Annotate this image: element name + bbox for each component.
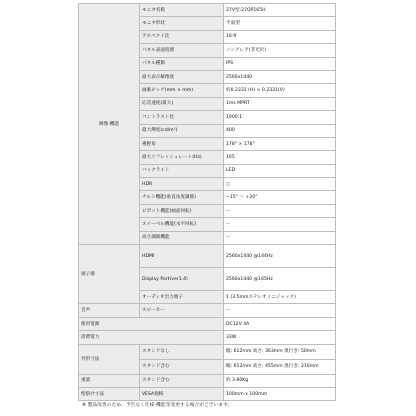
spec-label: オーディオ出力端子 [140,291,224,304]
category-weight: 重量 [79,374,140,387]
spec-table-body [79,4,336,401]
spec-label: コントラスト比 [140,111,224,124]
spec-value: 1ms MPRT [224,97,336,110]
spec-value: 400 [224,124,336,137]
spec-value: 1000:1 [224,111,336,124]
spec-value: 平面型 [224,17,336,30]
spec-value: 1 (3.5mmステレオミニジャック) [224,291,336,304]
spec-label: 視野角 [140,137,224,150]
category-dimensions: 外形寸法 [79,344,140,374]
footnote: ※ 製品改善のため、予告なく仕様·機能等変更する場合がございます。 [82,403,233,408]
spec-value: 100mm x 100mm [224,387,336,400]
table-row [79,344,336,359]
spec-label: VESA規格 [140,387,224,400]
spec-value: 178° × 178° [224,137,336,150]
category-power-consumption: 消費電力 [79,331,224,344]
spec-label: 最大表示解像度 [140,70,224,83]
spec-label: パネル種類 [140,57,224,70]
spec-label: スタンド含む [140,374,224,387]
spec-value: ○ [224,178,336,191]
spec-label: 高さ調節機能 [140,231,224,244]
spec-value: ノングレア(非光沢) [224,44,336,57]
spec-label: 応答速度(最大) [140,97,224,110]
table-row [79,245,336,268]
spec-value: IPS [224,57,336,70]
table-row [79,304,336,317]
spec-value: 幅: 612mm 高さ: 455mm 奥行き: 210mm [224,359,336,374]
spec-value: 約 3.80Kg [224,374,336,387]
category-video: 映像·機能 [79,4,140,245]
spec-label: モニタ名称 [140,4,224,17]
category-power-supply: 使用電源 [79,317,224,330]
spec-value: ー [224,231,336,244]
spec-label: Display Port(ver1.4) [140,268,224,291]
table-row [79,317,336,330]
spec-table [78,3,336,401]
spec-value: 33W [224,331,336,344]
spec-label: スタンド含む [140,359,224,374]
spec-label: ピボット機能(画面回転) [140,204,224,217]
category-audio: 音声 [79,304,140,317]
spec-value: 約0.2331 (H) × 0.2331(V) [224,84,336,97]
spec-value: 2560x1440 @144Hz [224,245,336,268]
spec-value: 16:9 [224,30,336,43]
spec-label: 最大輝度(cd/m²) [140,124,224,137]
spec-value: 165 [224,151,336,164]
spec-label: バックライト [140,164,224,177]
spec-label: モニタ形状 [140,17,224,30]
table-row [79,331,336,344]
spec-value: DC12V 4A [224,317,336,330]
category-wall-mount: 壁掛け寸法 [79,387,140,400]
table-row [79,4,336,17]
table-row [79,374,336,387]
spec-label: パネル表面処理 [140,44,224,57]
spec-label: チルト機能(垂直角度調節) [140,191,224,204]
spec-label: スピーカー [140,304,224,317]
category-terminals: 端子群 [79,245,140,304]
spec-value: 2560x1440 [224,70,336,83]
spec-value: 幅: 612mm 高さ: 363mm 奥行き: 50mm [224,344,336,359]
spec-label: アスペクト比 [140,30,224,43]
spec-label: スイーベル機能(水平回転) [140,218,224,231]
spec-label: 最大リフレッシュレート(Hz) [140,151,224,164]
spec-label: HDMI [140,245,224,268]
spec-value: LED [224,164,336,177]
spec-label: 画素ピッチ(mm × mm) [140,84,224,97]
spec-value: ー [224,304,336,317]
spec-label: HDR [140,178,224,191]
spec-value: −15° 〜 +20° [224,191,336,204]
spec-value: ー [224,218,336,231]
spec-value: 27V型:27QP165H [224,4,336,17]
table-row [79,387,336,400]
spec-label: スタンドなし [140,344,224,359]
spec-value: ー [224,204,336,217]
spec-value: 2560x1440 @165Hz [224,268,336,291]
